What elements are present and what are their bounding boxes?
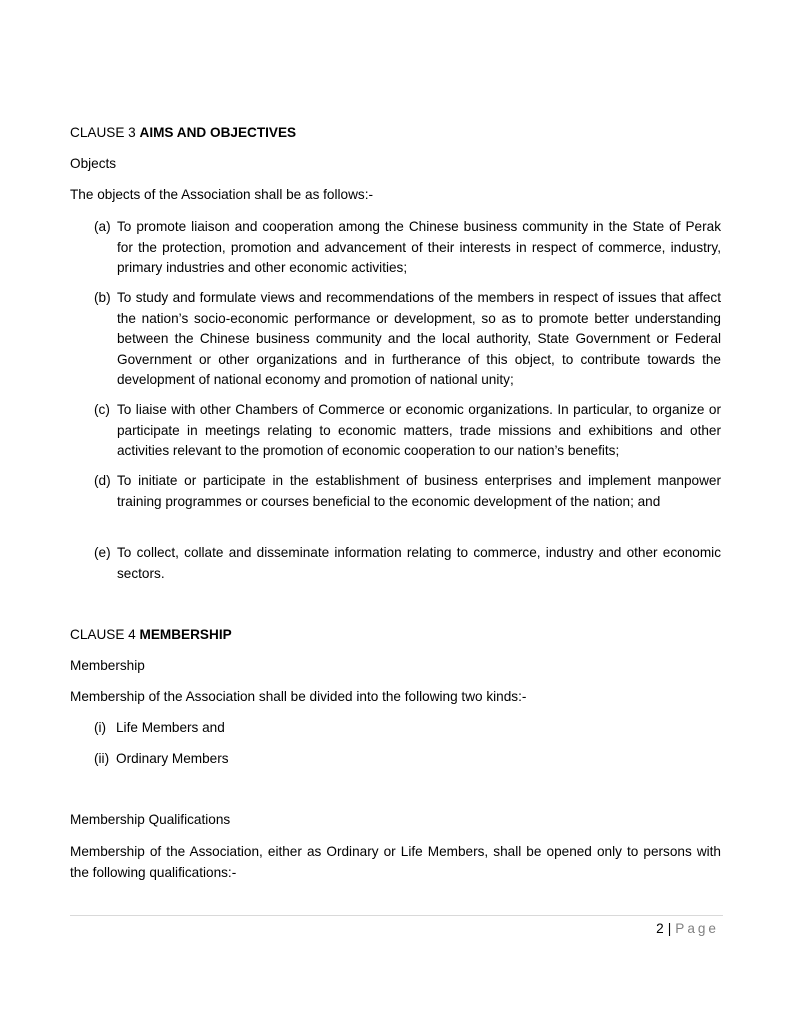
item-marker: (e) — [94, 545, 111, 560]
object-item-c — [94, 400, 721, 462]
object-item-a — [94, 217, 721, 279]
clause-4-intro: Membership of the Association shall be divided into the following two kinds:- — [70, 689, 527, 704]
membership-kind-ordinary — [94, 749, 229, 769]
clause-4-subheading: Membership — [70, 658, 145, 673]
page-number: 2 — [656, 921, 664, 936]
item-marker: (d) — [94, 473, 111, 488]
item-text: To collect, collate and disseminate information relating to commerce, industry and other economic sectors. — [117, 545, 721, 581]
qualifications-intro: Membership of the Association, either as Ordinary or Life Members, shall be opened only to persons with the following qualifications:- — [70, 844, 721, 880]
kind-marker: (ii) — [94, 751, 110, 766]
footer-separator: | — [667, 921, 672, 936]
item-marker: (c) — [94, 402, 110, 417]
item-marker: (a) — [94, 219, 111, 234]
object-item-e — [94, 543, 721, 584]
kind-marker: (i) — [94, 720, 107, 735]
clause-4-title: MEMBERSHIP — [139, 627, 232, 642]
clause-4-heading — [70, 625, 721, 645]
item-text: To initiate or participate in the establishment of business enterprises and implement manpower training programmes or courses beneficial to the economic development of the nation; and — [117, 473, 721, 509]
item-marker: (b) — [94, 290, 111, 305]
item-text: To study and formulate views and recommendations of the members in respect of issues that affect the nation’s socio-economic performance or development, so as to promote better understanding between the Chinese business community and the local authority, State Government or Federal Government or other organizations and in furtherance of this object, to contribute towards the development of national economy and promotion of national unity; — [117, 290, 721, 387]
clause-3-intro: The objects of the Association shall be as follows:- — [70, 187, 373, 202]
object-item-d — [94, 471, 721, 512]
membership-kind-life — [94, 718, 225, 738]
item-text: To liaise with other Chambers of Commerce or economic organizations. In particular, to organize or participate in meetings relating to economic matters, trade missions and exhibitions and other activities relevant to the promotion of economic cooperation to our nation’s benefits; — [117, 402, 721, 458]
document-page — [70, 0, 721, 1024]
kind-text: Ordinary Members — [116, 751, 229, 766]
kind-text: Life Members and — [116, 720, 225, 735]
page-label: Page — [675, 921, 719, 936]
footer-divider — [70, 915, 723, 916]
item-text: To promote liaison and cooperation among the Chinese business community in the State of Perak for the protection, promotion and advancement of their interests in respect of commerce, industry, primary industries and other economic activities; — [117, 219, 721, 275]
object-item-b — [94, 288, 721, 391]
clause-4-prefix: CLAUSE 4 — [70, 627, 136, 642]
clause-3-subheading: Objects — [70, 156, 117, 171]
clause-3-title: AIMS AND OBJECTIVES — [139, 125, 297, 140]
clause-3-prefix: CLAUSE 3 — [70, 125, 136, 140]
page-footer — [656, 919, 719, 939]
clause-3-heading — [70, 123, 721, 143]
qualifications-heading: Membership Qualifications — [70, 812, 231, 827]
